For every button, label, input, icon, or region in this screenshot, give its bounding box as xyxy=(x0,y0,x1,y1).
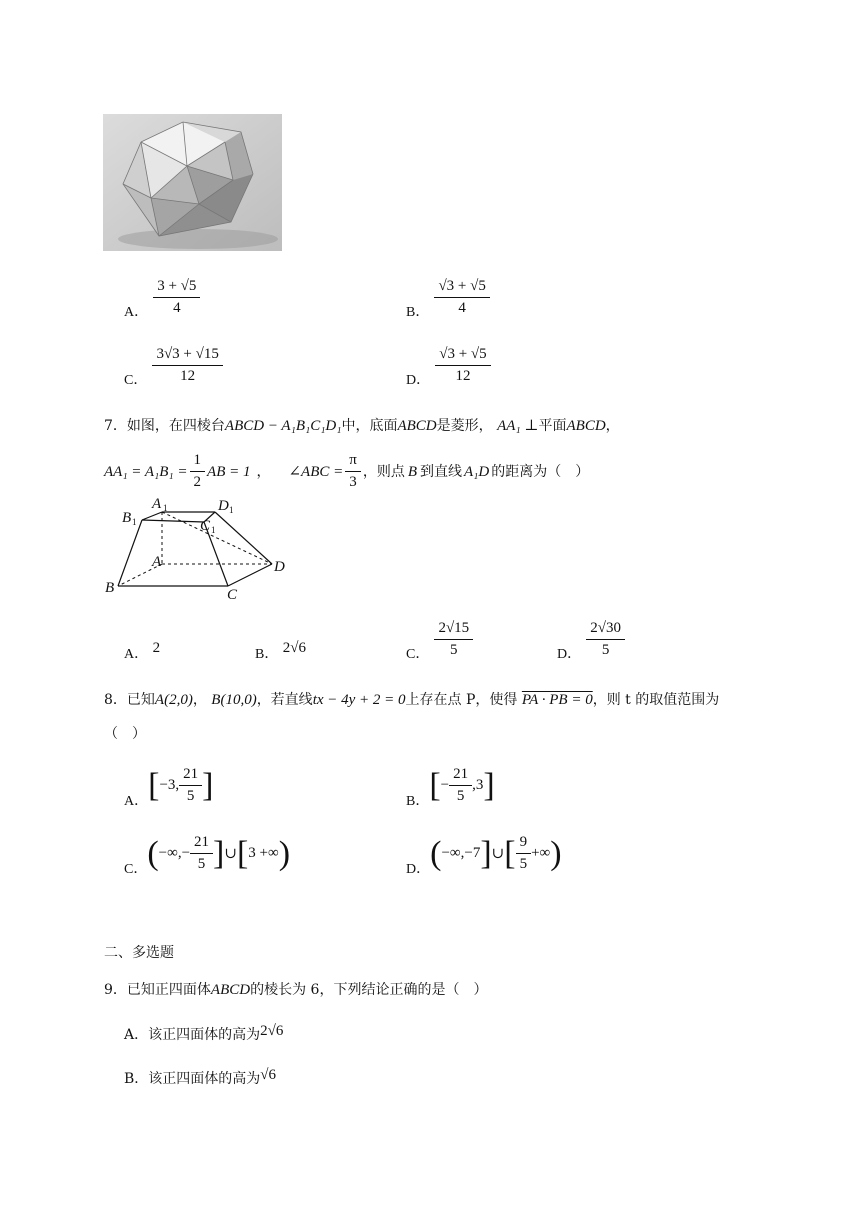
fraction: $\frac{21}{5}$ xyxy=(449,766,472,805)
label-c1: C xyxy=(200,518,211,534)
q7-frustum-figure xyxy=(100,494,300,604)
fraction: $\frac{2√30}{5}$ xyxy=(586,620,625,659)
option-label: C． xyxy=(124,373,148,388)
fraction: $\frac{3 + √5}{4}$ xyxy=(153,278,200,317)
fraction: $\frac{1}{2}$ xyxy=(190,452,206,491)
q8-stem-line1: 8．已知A(2,0)， B(10,0)，若直线tx − 4y + 2 = 0上存在点 P，使得 PA · PB = 0，则 t 的取值范围为 xyxy=(104,692,720,708)
fraction: $\frac{√3 + √5}{4}$ xyxy=(434,278,489,317)
label-d1: D xyxy=(218,498,229,514)
fraction: $\frac{\pi}{3}$ xyxy=(345,452,361,491)
q8-stem-line2: （ ） xyxy=(104,726,146,742)
fraction: $\frac{9}{5}$ xyxy=(516,834,532,873)
q6-option-c[interactable] xyxy=(124,346,223,388)
label-a1: A xyxy=(152,496,162,512)
q9-option-b[interactable]: B．该正四面体的高为√6 xyxy=(124,1067,277,1087)
q7-stem-line2: AA₁ = A₁B₁ = $\frac{1}{2}$ AB = 1 ， ∠ABC = $\frac{\pi}{3}$ ，则点 B 到直线 A₁D 的距离为（ ） xyxy=(104,452,590,490)
q9-stem: 9．已知正四面体ABCD的棱长为 6，下列结论正确的是（ ） xyxy=(104,982,488,998)
q8-option-c[interactable]: C． ( −∞,− $\frac{21}{5}$ ] ∪ [ 3 +∞ ) xyxy=(124,834,291,877)
q6-option-b[interactable] xyxy=(406,278,490,320)
q8-option-d[interactable]: D． ( −∞,−7 ] ∪ [ $\frac{9}{5}$ +∞ ) xyxy=(406,834,562,877)
option-label: B． xyxy=(406,305,430,320)
q7-option-a[interactable]: A． 2 xyxy=(124,640,161,662)
label-d: D xyxy=(274,559,285,575)
fraction: $\frac{21}{5}$ xyxy=(190,834,213,873)
svg-text:1: 1 xyxy=(132,517,137,527)
q9-option-a[interactable]: A．该正四面体的高为2√6 xyxy=(124,1023,284,1043)
q7-stem-line1: 7．如图，在四棱台ABCD − A₁B₁C₁D₁中，底面ABCD是菱形， AA₁ ⊥平面ABCD， xyxy=(104,418,620,434)
svg-text:1: 1 xyxy=(211,525,216,535)
label-a: A xyxy=(152,554,162,570)
svg-text:1: 1 xyxy=(229,505,234,515)
section-title: 二、多选题 xyxy=(104,945,174,961)
fraction: $\frac{2√15}{5}$ xyxy=(434,620,473,659)
fraction: $\frac{√3 + √5}{12}$ xyxy=(435,346,490,385)
option-label: D． xyxy=(406,373,431,388)
q6-option-a[interactable] xyxy=(124,278,200,320)
label-b1: B xyxy=(122,510,132,526)
q7-option-b[interactable]: B． 2√6 xyxy=(255,640,307,662)
icosahedron-image xyxy=(103,114,282,251)
q8-option-a[interactable]: A． [ −3, $\frac{21}{5}$ ] xyxy=(124,766,214,809)
q8-option-b[interactable]: B． [ − $\frac{21}{5}$ ,3 ] xyxy=(406,766,495,809)
label-b: B xyxy=(105,580,115,596)
label-c: C xyxy=(227,587,238,603)
q6-option-d[interactable] xyxy=(406,346,491,388)
fraction: $\frac{21}{5}$ xyxy=(179,766,202,805)
option-label: A． xyxy=(124,305,149,320)
q7-option-d[interactable]: D． $\frac{2√30}{5}$ xyxy=(557,620,625,659)
svg-text:1: 1 xyxy=(163,503,168,513)
q7-option-c[interactable]: C． $\frac{2√15}{5}$ xyxy=(406,620,473,659)
fraction: $\frac{3√3 + √15}{12}$ xyxy=(152,346,222,385)
